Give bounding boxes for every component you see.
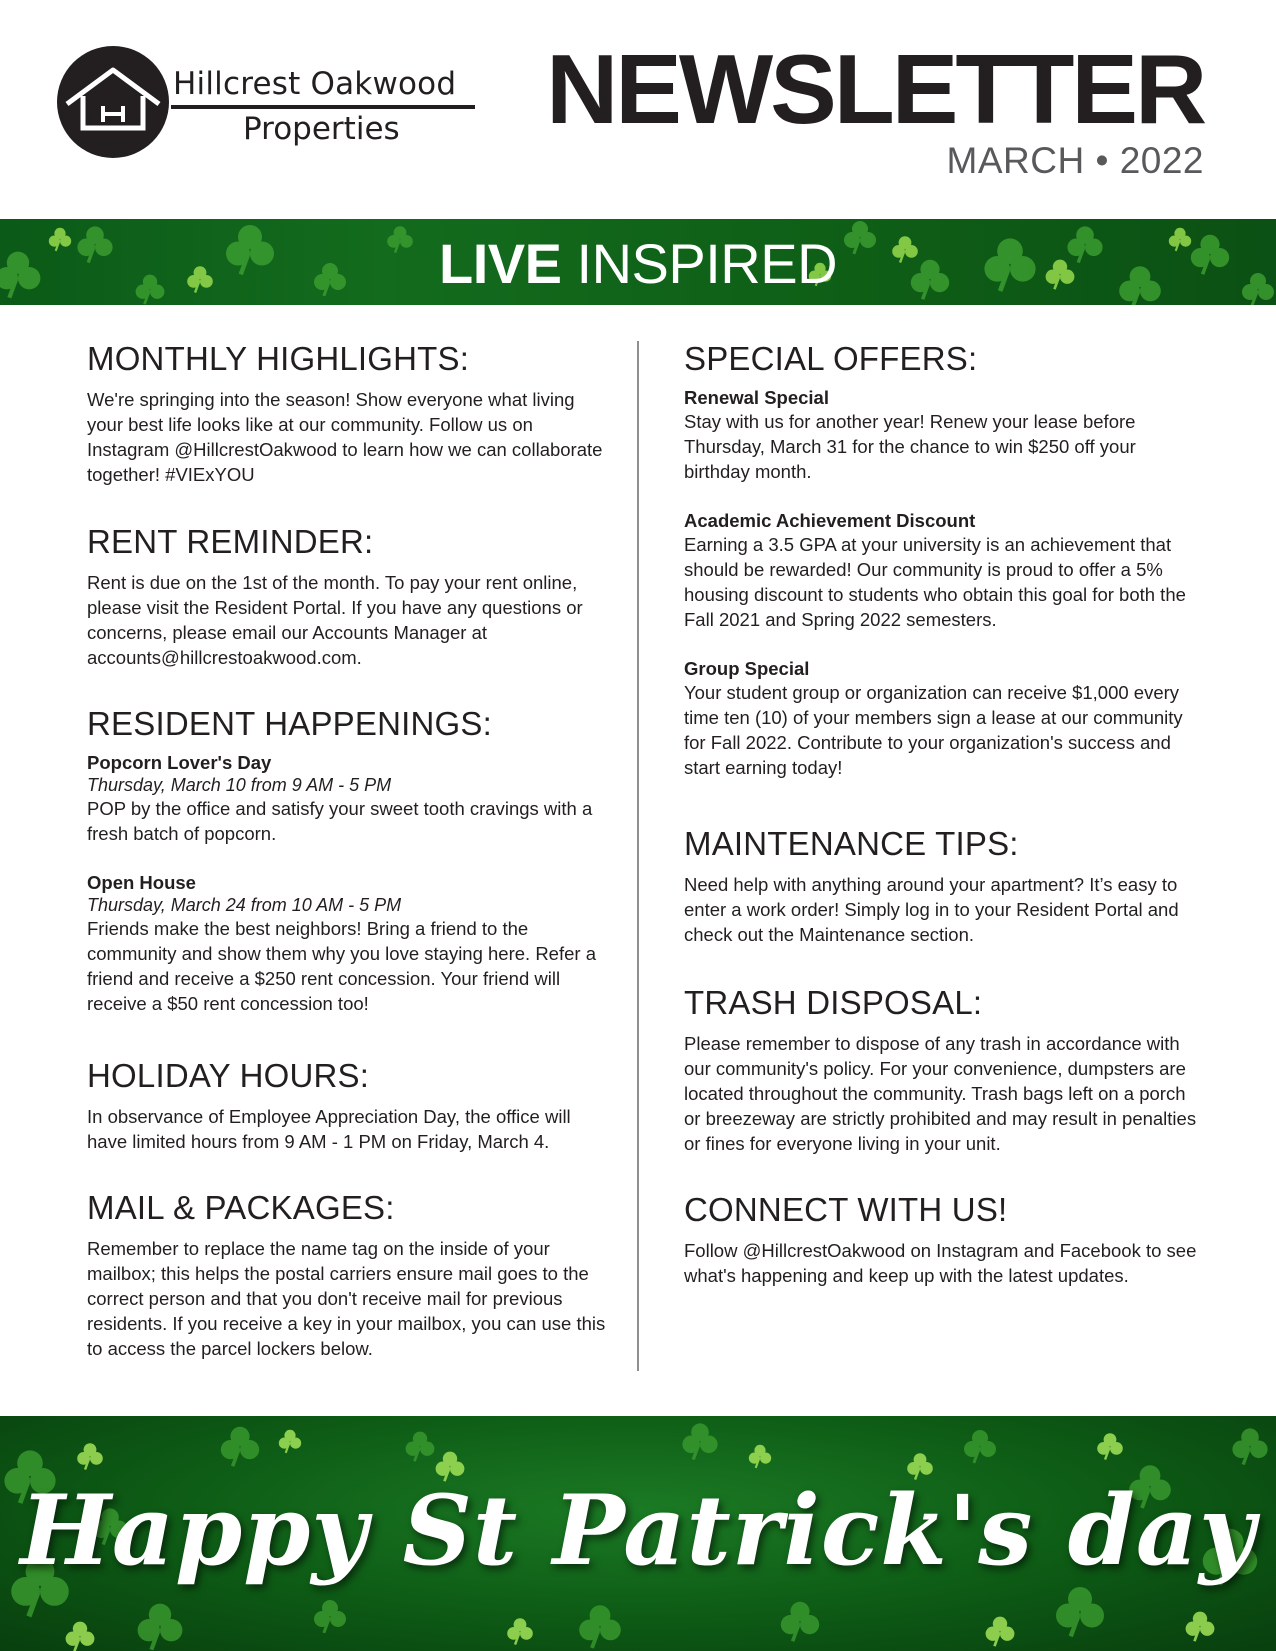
offer-title: Academic Achievement Discount: [684, 509, 976, 531]
rent-reminder-section: [87, 523, 607, 670]
section-body: Please remember to dispose of any trash in accordance with our community's policy. For your convenience, dumpsters are located throughout the community. Trash bags left on a porch or breezeway are strictly prohibited and may result in penalties or fines for everyone living in your unit.: [684, 1032, 1197, 1154]
live-inspired-banner: [0, 219, 1276, 305]
section-heading: RENT REMINDER:: [87, 523, 374, 560]
event-item: [87, 871, 607, 1016]
section-heading: MONTHLY HIGHLIGHTS:: [87, 340, 470, 377]
holiday-hours-section: [87, 1057, 607, 1154]
mail-packages-section: [87, 1189, 607, 1361]
event-body: POP by the office and satisfy your sweet tooth cravings with a fresh batch of popcorn.: [87, 797, 593, 844]
column-divider: [637, 341, 639, 1371]
brand-name-line1: Hillcrest Oakwood: [173, 66, 457, 102]
offer-title: Group Special: [684, 657, 810, 679]
event-time: Thursday, March 10 from 9 AM - 5 PM: [87, 774, 392, 795]
section-body: Follow @HillcrestOakwood on Instagram and Facebook to see what's happening and keep up with the latest updates.: [684, 1239, 1197, 1286]
st-patricks-greeting: Happy St Patrick's day: [20, 1474, 1256, 1587]
offer-item: [684, 386, 1204, 484]
newsletter-title: NEWSLETTER: [546, 34, 1204, 144]
resident-happenings-section: [87, 705, 607, 1016]
brand-name-line2: Properties: [243, 111, 400, 147]
newsletter-date: MARCH • 2022: [946, 140, 1204, 181]
event-body: Friends make the best neighbors! Bring a friend to the community and show them why you love staying here. Refer a friend and receive a $250 rent concession. Your friend will receive a $50 rent concession too!: [87, 917, 596, 1014]
section-heading: TRASH DISPOSAL:: [684, 984, 983, 1021]
section-body: Rent is due on the 1st of the month. To pay your rent online, please visit the Resident Portal. If you have any questions or concerns, please email our Accounts Manager at accounts@hillcrestoakwood.com.: [87, 571, 583, 668]
section-heading: MAIL & PACKAGES:: [87, 1189, 395, 1226]
section-heading: CONNECT WITH US!: [684, 1191, 1008, 1228]
section-heading: HOLIDAY HOURS:: [87, 1057, 370, 1094]
section-heading: SPECIAL OFFERS:: [684, 340, 978, 377]
section-heading: MAINTENANCE TIPS:: [684, 825, 1019, 862]
banner-tagline-light: INSPIRED: [561, 232, 838, 295]
section-body: Remember to replace the name tag on the inside of your mailbox; this helps the postal carriers ensure mail goes to the correct person and that you don't receive mail for previous residents. If you receive a key in your mailbox, you can use this to access the parcel lockers below.: [87, 1237, 606, 1359]
offer-item: [684, 509, 1204, 632]
event-title: Popcorn Lover's Day: [87, 751, 272, 773]
special-offers-section: [684, 340, 1204, 780]
section-body: In observance of Employee Appreciation Day, the office will have limited hours from 9 AM - 1 PM on Friday, March 4.: [87, 1105, 571, 1152]
maintenance-tips-section: [684, 825, 1204, 947]
section-heading: RESIDENT HAPPENINGS:: [87, 705, 492, 742]
banner-tagline-bold: LIVE: [438, 232, 562, 295]
st-patricks-footer-banner: [0, 1416, 1276, 1651]
offer-body: Your student group or organization can receive $1,000 every time ten (10) of your members sign a lease at our community for Fall 2022. Contribute to your organization's success and start earning today!: [684, 681, 1183, 778]
event-item: [87, 751, 607, 846]
offer-title: Renewal Special: [684, 386, 829, 408]
event-title: Open House: [87, 871, 196, 893]
trash-disposal-section: [684, 984, 1204, 1156]
offer-item: [684, 657, 1204, 780]
house-logo-icon: [57, 46, 169, 158]
offer-body: Stay with us for another year! Renew your lease before Thursday, March 31 for the chance to win $250 off your birthday month.: [684, 410, 1136, 482]
connect-section: [684, 1191, 1204, 1288]
company-logo: [57, 46, 477, 166]
section-body: Need help with anything around your apartment? It’s easy to enter a work order! Simply log in to your Resident Portal and check out the Maintenance section.: [684, 873, 1179, 945]
monthly-highlights-section: [87, 340, 607, 487]
section-body: We're springing into the season! Show everyone what living your best life looks like at our community. Follow us on Instagram @HillcrestOakwood to learn how we can collaborate together! #VIExYOU: [87, 388, 603, 485]
offer-body: Earning a 3.5 GPA at your university is an achievement that should be rewarded! Our community is proud to offer a 5% housing discount to students who obtain this goal for both the Fall 2021 and Spring 2022 semesters.: [684, 533, 1186, 630]
event-time: Thursday, March 24 from 10 AM - 5 PM: [87, 894, 402, 915]
banner-tagline: [0, 231, 1276, 296]
brand-rule: [171, 105, 475, 109]
